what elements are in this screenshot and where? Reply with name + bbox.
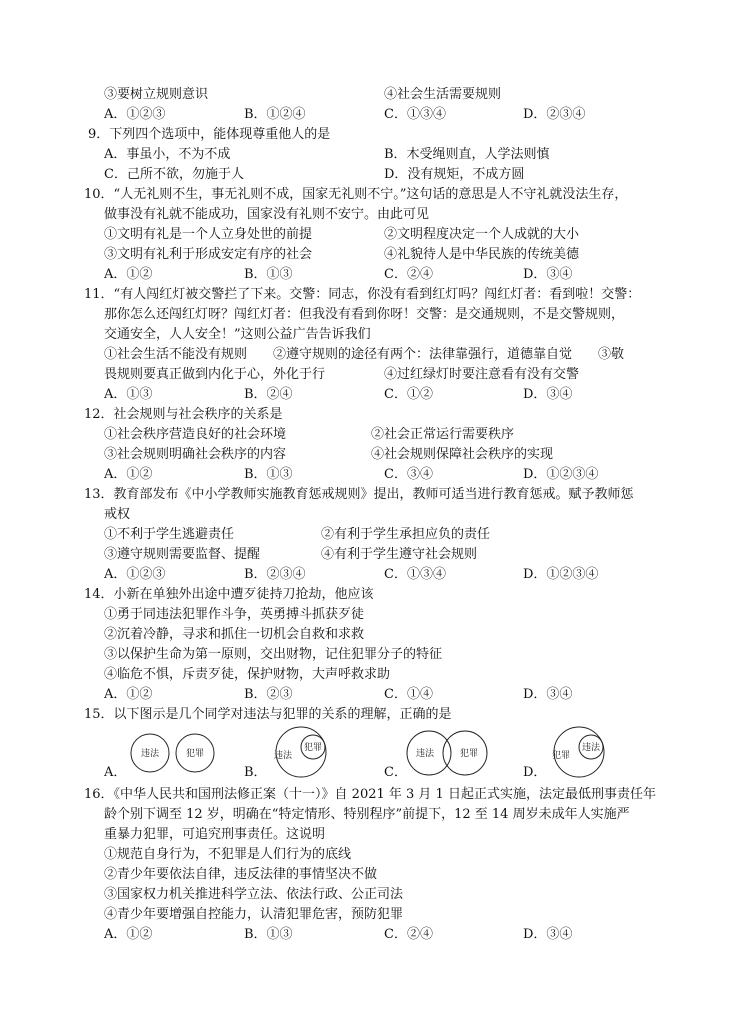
q16-statement-2: ②青少年要依法自律，违反法律的事情坚决不做 (104, 867, 378, 882)
illegal-label: 违法 (581, 743, 601, 753)
q12-statement-4: ④社会规则保障社会秩序的实现 (371, 447, 554, 462)
q11-statements-line-2a: 畏规则要真正做到内化于心，外化于行 (104, 367, 326, 382)
q10-option-a: A．①② (104, 267, 153, 282)
q14-option-d: D．③④ (523, 687, 573, 702)
q16-stem-line-1: 16．《中华人民共和国刑法修正案（十一）》自 2021 年 3 月 1 日起正式实施，法定最低刑事责任年 (84, 787, 656, 802)
q13-statement-4: ④有利于学生遵守社会规则 (321, 547, 478, 562)
q11-option-b: B．②④ (244, 387, 293, 402)
q13-stem-line-2: 戒权 (104, 507, 131, 522)
illegal-label: 违法 (415, 749, 435, 759)
q16-statement-4: ④青少年要增强自控能力，认清犯罪危害，预防犯罪 (104, 907, 404, 922)
q16-option-b: B．①③ (244, 927, 293, 942)
q16-option-d: D．③④ (523, 927, 573, 942)
q13-option-c: C．①③④ (384, 567, 446, 582)
q13-statement-2: ②有利于学生承担应负的责任 (321, 527, 491, 542)
q15-stem: 15．以下图示是几个同学对违法与犯罪的关系的理解，正确的是 (84, 707, 452, 722)
q15-diagram-d (545, 726, 617, 778)
q16-statement-3: ③国家权力机关推进科学立法、依法行政、公正司法 (104, 887, 404, 902)
crime-label: 犯罪 (185, 749, 205, 759)
q11-option-c: C．①② (384, 387, 433, 402)
q16-statement-1: ①规范自身行为，不犯罪是人们行为的底线 (104, 847, 352, 862)
q14-option-a: A．①② (104, 687, 153, 702)
q10-statement-2: ②文明程度决定一个人成就的大小 (384, 227, 580, 242)
q12-stem: 12．社会规则与社会秩序的关系是 (84, 407, 283, 422)
q16-option-a: A．①② (104, 927, 153, 942)
q12-option-d: D．①②③④ (523, 467, 599, 482)
illegal-label: 违法 (140, 749, 160, 759)
q14-statement-1: ①勇于同违法犯罪作斗争，英勇搏斗抓获歹徒 (104, 607, 365, 622)
q10-option-b: B．①③ (244, 267, 293, 282)
q15-option-b: B． (244, 765, 267, 780)
illegal-label: 违法 (273, 751, 293, 761)
q11-stem-line-3: 交通安全，人人安全！”这则公益广告告诉我们 (104, 327, 371, 342)
q12-statement-1: ①社会秩序营造良好的社会环境 (104, 427, 287, 442)
q9-option-d: D．没有规矩，不成方圆 (384, 167, 525, 182)
q9-option-b: B．木受绳则直，人学法则慎 (384, 147, 550, 162)
q14-option-c: C．①④ (384, 687, 433, 702)
q15-diagram-a (128, 730, 218, 776)
crime-label: 犯罪 (459, 749, 479, 759)
q15-diagram-b (267, 726, 339, 778)
q9-option-c: C．己所不欲，勿施于人 (104, 167, 244, 182)
q10-option-d: D．③④ (523, 267, 573, 282)
q15-option-a: A． (104, 765, 127, 780)
q11-option-a: A．①③ (104, 387, 153, 402)
q16-option-c: C．②④ (384, 927, 433, 942)
q10-statement-4: ④礼貌待人是中华民族的传统美德 (384, 247, 580, 262)
q12-option-b: B．①③ (244, 467, 293, 482)
q11-statements-line-2b: ④过红绿灯时要注意看有没有交警 (384, 367, 580, 382)
q11-stem-line-2: 那你怎么还闯红灯呀？闯红灯者：但我没有看到你呀！交警：是交通规则，不是交警规则， (104, 307, 625, 322)
crime-label: 犯罪 (551, 751, 571, 761)
q14-statement-4: ④临危不惧，斥责歹徒，保护财物，大声呼救求助 (104, 667, 391, 682)
q13-option-b: B．②③④ (244, 567, 306, 582)
q10-statement-1: ①文明有礼是一个人立身处世的前提 (104, 227, 313, 242)
q10-stem-line-1: 10．“人无礼则不生，事无礼则不成，国家无礼则不宁。”这句话的意思是人不守礼就没法生存， (84, 187, 628, 202)
q15-diagram-c (405, 728, 491, 778)
q10-stem-line-2: 做事没有礼就不能成功，国家没有礼则不安宁。由此可见 (104, 207, 430, 222)
q8-statement-3: ③要树立规则意识 (104, 87, 209, 102)
q8-statement-4: ④社会生活需要规则 (384, 87, 502, 102)
crime-label: 犯罪 (303, 743, 323, 753)
q10-option-c: C．②④ (384, 267, 433, 282)
q9-stem: 9．下列四个选项中，能体现尊重他人的是 (88, 127, 331, 142)
q14-statement-2: ②沉着冷静，寻求和抓住一切机会自救和求救 (104, 627, 365, 642)
q10-statement-3: ③文明有礼利于形成安定有序的社会 (104, 247, 313, 262)
q13-statement-1: ①不利于学生逃避责任 (104, 527, 235, 542)
q16-stem-line-3: 重暴力犯罪，可追究刑事责任。这说明 (104, 827, 326, 842)
q13-option-a: A．①②③ (104, 567, 166, 582)
q12-statement-2: ②社会正常运行需要秩序 (371, 427, 515, 442)
q8-option-a: A．①②③ (104, 107, 166, 122)
q15-option-c: C． (384, 765, 407, 780)
q11-statements-line-1: ①社会生活不能没有规则 ②遵守规则的途径有两个：法律靠强行，道德靠自觉 ③敬 (104, 347, 625, 362)
q13-statement-3: ③遵守规则需要监督、提醒 (104, 547, 261, 562)
q14-statement-3: ③以保护生命为第一原则，交出财物，记住犯罪分子的特征 (104, 647, 443, 662)
q14-option-b: B．②③ (244, 687, 293, 702)
q13-stem-line-1: 13．教育部发布《中小学教师实施教育惩戒规则》提出，教师可适当进行教育惩戒。赋予教师惩 (84, 487, 634, 502)
q12-option-a: A．①② (104, 467, 153, 482)
q11-stem-line-1: 11．“有人闯红灯被交警拦了下来。交警：同志，你没有看到红灯吗？闯红灯者：看到啦！交警： (84, 287, 641, 302)
q8-option-c: C．①③④ (384, 107, 446, 122)
q12-statement-3: ③社会规则明确社会秩序的内容 (104, 447, 287, 462)
q12-option-c: C．③④ (384, 467, 433, 482)
q8-option-d: D．②③④ (523, 107, 586, 122)
q8-option-b: B．①②④ (244, 107, 306, 122)
q15-option-d: D． (523, 765, 547, 780)
q13-option-d: D．①②③④ (523, 567, 599, 582)
q11-option-d: D．③④ (523, 387, 573, 402)
q14-stem: 14．小新在单独外出途中遭歹徒持刀抢劫，他应该 (84, 587, 374, 602)
q9-option-a: A．事虽小，不为不成 (104, 147, 231, 162)
q16-stem-line-2: 龄个别下调至 12 岁，明确在“特定情形、特别程序”前提下，12 至 14 周岁未成年人实施严 (104, 807, 630, 822)
